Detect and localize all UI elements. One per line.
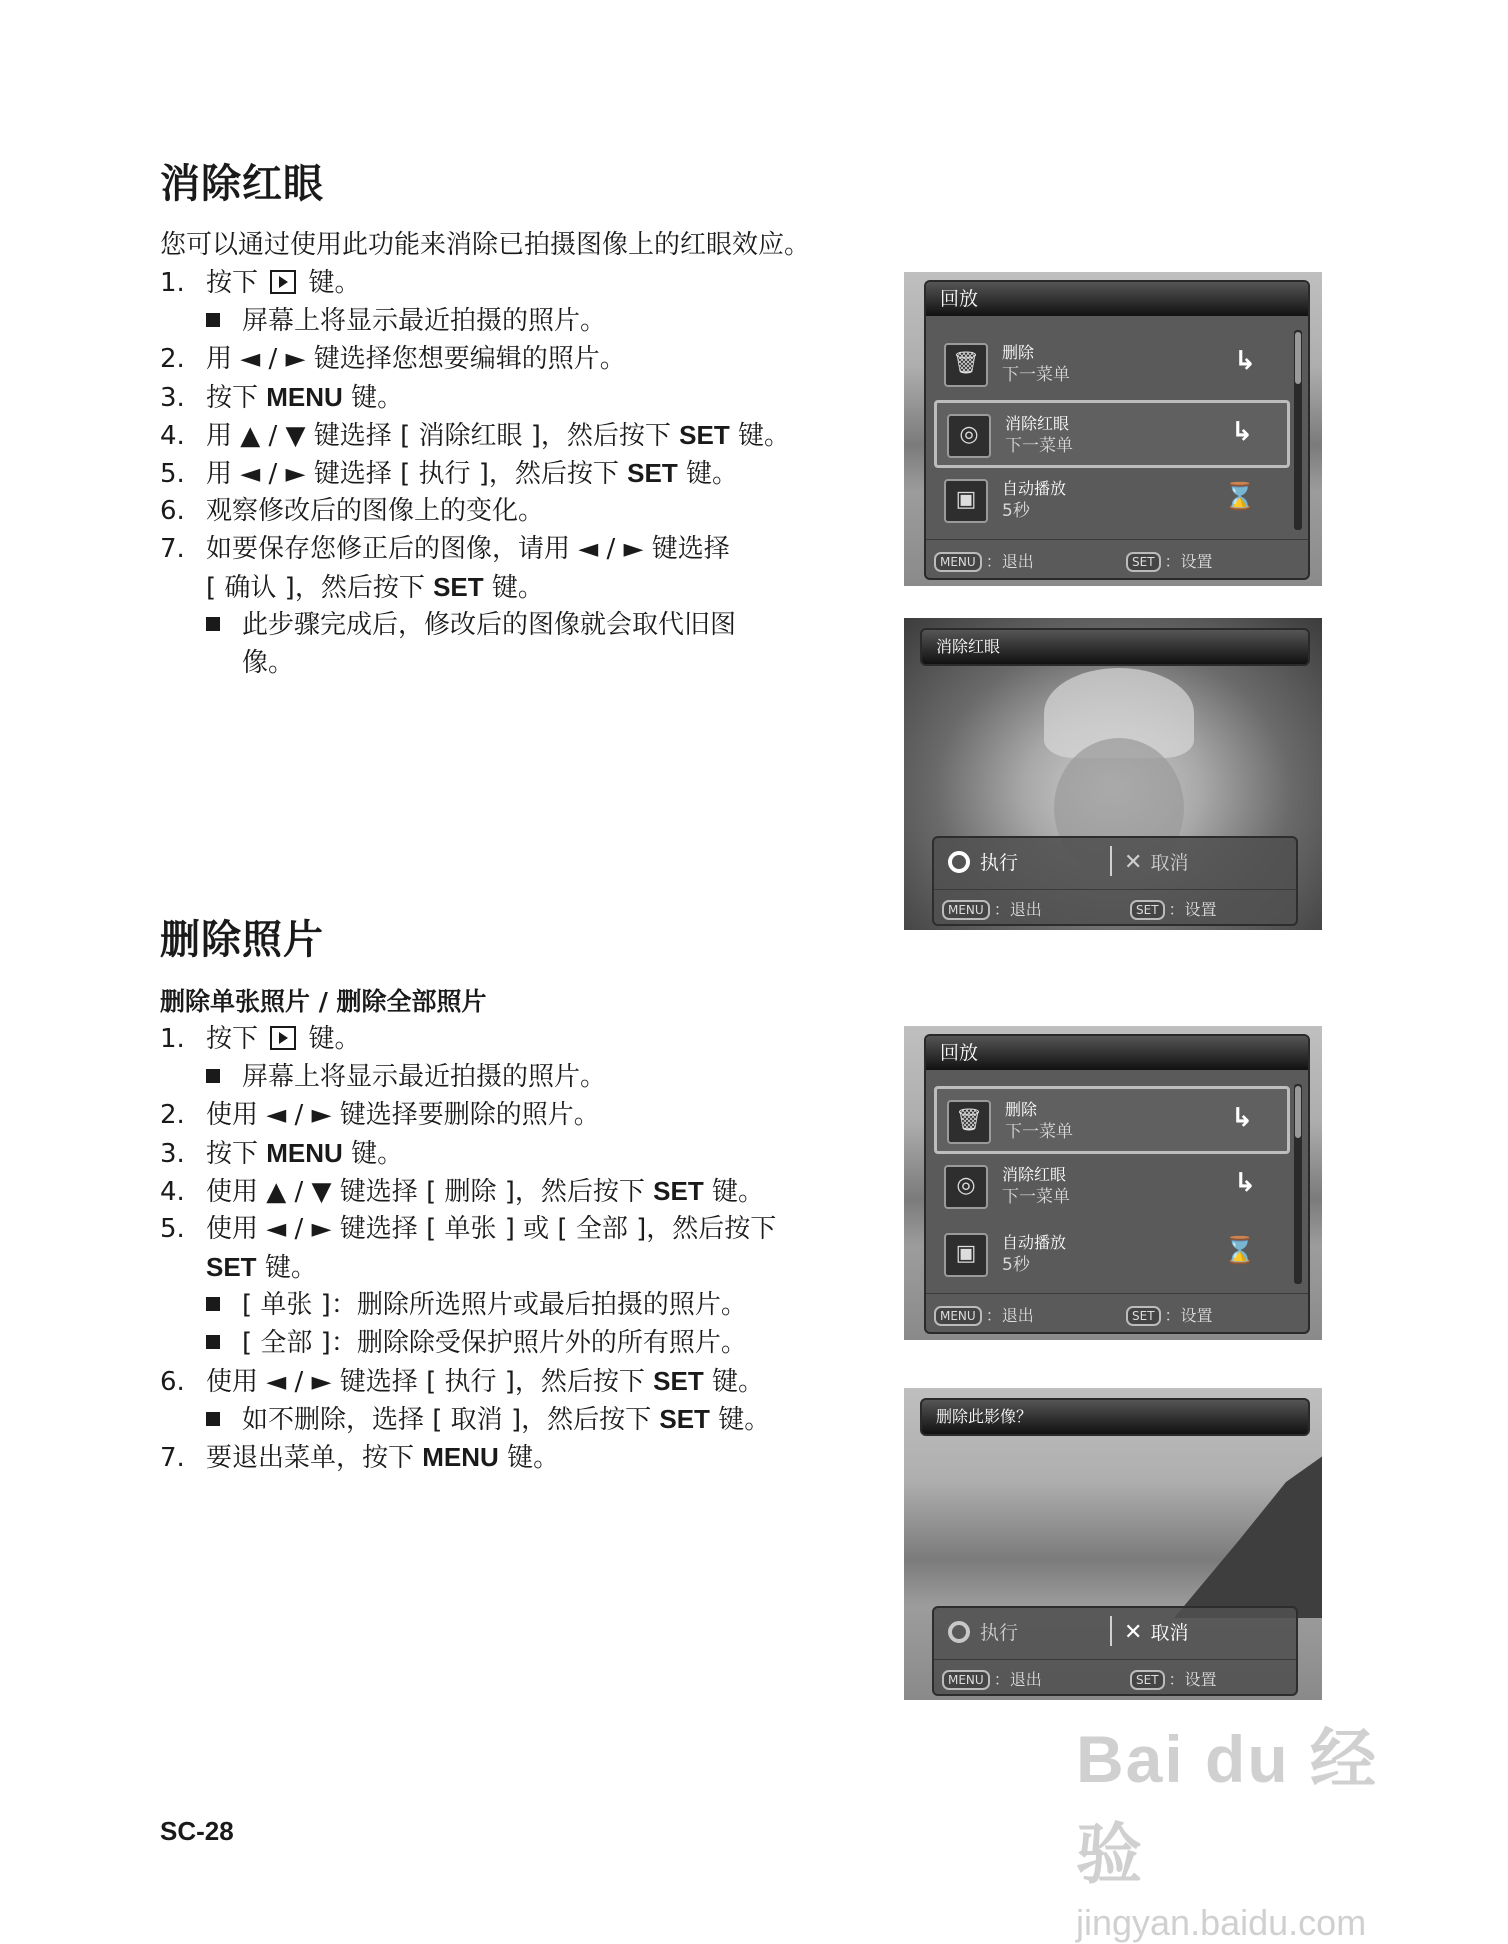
delete-step-2: 2. 使用 ◄ / ► 键选择要删除的照片。 <box>160 1100 600 1130</box>
bullet-square-icon <box>206 1335 220 1349</box>
execute-option[interactable]: 执行 <box>948 1618 1018 1645</box>
delete-subtitle: 删除单张照片 / 删除全部照片 <box>160 987 487 1016</box>
watermark-brand: Bai du 经验 <box>1076 1722 1379 1891</box>
submenu-arrow-icon: ↳ <box>1234 1168 1256 1198</box>
baidu-jingyan-watermark <box>1076 1706 1436 1943</box>
submenu-arrow-icon: ↳ <box>1234 346 1256 376</box>
cancel-option[interactable]: ✕ 取消 <box>1124 850 1189 875</box>
redeye-step-4: 4. 用 ▲ / ▼ 键选择 [ 消除红眼 ]，然后按下 SET 键。 <box>160 420 790 451</box>
menu-item-redeye[interactable]: ◎ 消除红眼 下一菜单 ↳ <box>934 400 1290 468</box>
menu-title: 回放 <box>926 282 1308 316</box>
close-icon: ✕ <box>1124 850 1143 875</box>
menu-item-delete[interactable]: 🗑 删除 下一菜单 ↳ <box>934 1086 1290 1154</box>
play-key-icon <box>270 270 296 294</box>
section-title-delete: 删除照片 <box>160 917 324 963</box>
dialog-footer: MENU ：退出 SET ：设置 <box>934 1659 1296 1694</box>
delete-step-6: 6. 使用 ◄ / ► 键选择 [ 执行 ]，然后按下 SET 键。 <box>160 1366 764 1397</box>
menu-item-slideshow[interactable]: ▣ 自动播放 5秒 ⌛ <box>934 468 1290 530</box>
delete-step-3: 3. 按下 MENU 键。 <box>160 1138 404 1169</box>
menu-item-delete[interactable]: 🗑 删除 下一菜单 ↳ <box>934 332 1290 394</box>
dialog-title: 消除红眼 <box>920 628 1310 666</box>
slideshow-icon: ▣ <box>944 479 988 523</box>
menu-footer: MENU ：退出 SET ：设置 <box>926 539 1308 578</box>
confirm-dialog <box>932 1606 1298 1696</box>
delete-step-5-cont: SET 键。 <box>206 1252 317 1283</box>
submenu-arrow-icon: ↳ <box>1231 417 1253 447</box>
bullet-square-icon <box>206 617 220 631</box>
screenshot-playback-menu-redeye <box>904 272 1322 586</box>
delete-step-6-note: 如不删除，选择 [ 取消 ]，然后按下 SET 键。 <box>206 1400 770 1439</box>
redeye-step-1: 1. 按下 键。 <box>160 268 361 298</box>
cancel-option[interactable]: ✕ 取消 <box>1124 1620 1189 1645</box>
play-key-icon <box>270 1026 296 1050</box>
menu-item-slideshow[interactable]: ▣ 自动播放 5秒 ⌛ <box>934 1222 1290 1284</box>
redeye-step-2: 2. 用 ◄ / ► 键选择您想要编辑的照片。 <box>160 344 626 374</box>
redeye-step-7-cont: [ 确认 ]，然后按下 SET 键。 <box>206 572 544 603</box>
bullet-square-icon <box>206 1297 220 1311</box>
section-title-redeye: 消除红眼 <box>160 161 324 207</box>
watermark-url: jingyan.baidu.com <box>1076 1902 1367 1943</box>
dialog-footer: MENU ：退出 SET ：设置 <box>934 889 1296 924</box>
screenshot-redeye-dialog <box>904 618 1322 930</box>
close-icon: ✕ <box>1124 1620 1143 1645</box>
bullet-square-icon <box>206 1412 220 1426</box>
bullet-square-icon <box>206 1069 220 1083</box>
delete-step-1: 1. 按下 键。 <box>160 1024 361 1054</box>
redeye-step-6: 6. 观察修改后的图像上的变化。 <box>160 496 545 526</box>
redeye-step-7: 7. 如要保存您修正后的图像，请用 ◄ / ► 键选择 <box>160 534 730 564</box>
redeye-step-7-note-cont: 像。 <box>242 648 295 678</box>
menu-scrollbar[interactable] <box>1294 330 1302 530</box>
redeye-step-7-note: 此步骤完成后，修改后的图像就会取代旧图 <box>206 606 736 644</box>
redeye-icon: ◎ <box>944 1165 988 1209</box>
redeye-icon: ◎ <box>947 414 991 458</box>
redeye-step-5: 5. 用 ◄ / ► 键选择 [ 执行 ]，然后按下 SET 键。 <box>160 458 738 489</box>
slideshow-icon: ▣ <box>944 1233 988 1277</box>
redeye-step-1-note: 屏幕上将显示最近拍摄的照片。 <box>206 302 606 340</box>
delete-step-5: 5. 使用 ◄ / ► 键选择 [ 单张 ] 或 [ 全部 ]，然后按下 <box>160 1214 777 1244</box>
delete-step-5-note-2: [ 全部 ]：删除除受保护照片外的所有照片。 <box>206 1324 747 1362</box>
execute-option[interactable]: 执行 <box>948 848 1018 875</box>
redeye-intro: 您可以通过使用此功能来消除已拍摄图像上的红眼效应。 <box>160 230 811 260</box>
menu-panel <box>924 280 1310 580</box>
menu-panel <box>924 1034 1310 1334</box>
circle-icon <box>948 1621 970 1643</box>
screenshot-playback-menu-delete <box>904 1026 1322 1340</box>
timer-5s-icon: ⌛ <box>1223 482 1256 512</box>
redeye-step-3: 3. 按下 MENU 键。 <box>160 382 404 413</box>
delete-step-4: 4. 使用 ▲ / ▼ 键选择 [ 删除 ]，然后按下 SET 键。 <box>160 1176 764 1207</box>
confirm-dialog <box>932 836 1298 926</box>
delete-step-1-note: 屏幕上将显示最近拍摄的照片。 <box>206 1058 606 1096</box>
delete-step-5-note-1: [ 单张 ]：删除所选照片或最后拍摄的照片。 <box>206 1286 747 1324</box>
page-number: SC-28 <box>160 1816 234 1846</box>
bullet-square-icon <box>206 313 220 327</box>
trash-icon: 🗑 <box>947 1100 991 1144</box>
menu-title: 回放 <box>926 1036 1308 1070</box>
dialog-title: 删除此影像？ <box>920 1398 1310 1436</box>
submenu-arrow-icon: ↳ <box>1231 1103 1253 1133</box>
menu-footer: MENU ：退出 SET ：设置 <box>926 1293 1308 1332</box>
circle-icon <box>948 851 970 873</box>
delete-step-7: 7. 要退出菜单，按下 MENU 键。 <box>160 1442 560 1473</box>
trash-icon: 🗑 <box>944 343 988 387</box>
timer-5s-icon: ⌛ <box>1223 1236 1256 1266</box>
screenshot-delete-dialog <box>904 1388 1322 1700</box>
menu-scrollbar[interactable] <box>1294 1084 1302 1284</box>
landscape-hill <box>1174 1448 1322 1618</box>
menu-item-redeye[interactable]: ◎ 消除红眼 下一菜单 ↳ <box>934 1154 1290 1216</box>
